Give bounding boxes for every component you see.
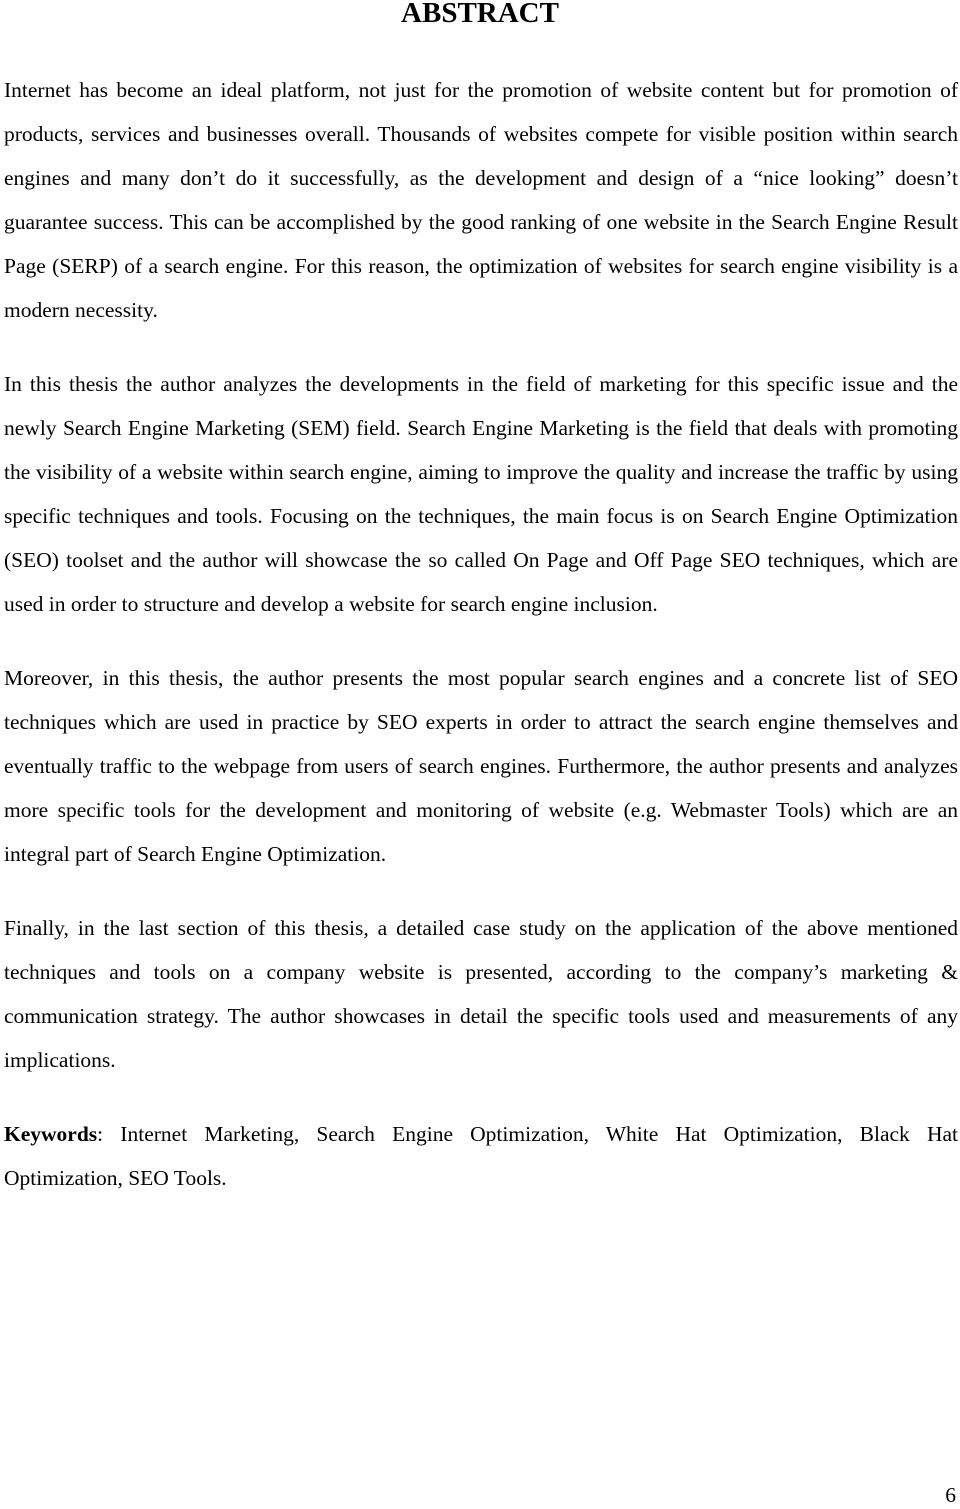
- abstract-body: [4, 68, 958, 1200]
- abstract-paragraph-3: Moreover, in this thesis, the author presents the most popular search engines and a concrete list of SEO techniques which are used in practice by SEO experts in order to attract the search engine themselves and eventually traffic to the webpage from users of search engines. Furthermore, the author presents and analyzes more specific tools for the development and monitoring of website (e.g. Webmaster Tools) which are an integral part of Search Engine Optimization.: [4, 666, 958, 866]
- abstract-title: ABSTRACT: [401, 0, 559, 29]
- abstract-paragraph-4: Finally, in the last section of this thesis, a detailed case study on the application of the above mentioned techniques and tools on a company website is presented, according to the company’s marketing & communication strategy. The author showcases in detail the specific tools used and measurements of any implications.: [4, 916, 958, 1072]
- page-number: 6: [945, 1483, 956, 1507]
- abstract-paragraph-1: Internet has become an ideal platform, not just for the promotion of website content but for promotion of products, services and businesses overall. Thousands of websites compete for visible position within search engines and many don’t do it successfully, as the development and design of a “nice looking” doesn’t guarantee success. This can be accomplished by the good ranking of one website in the Search Engine Result Page (SERP) of a search engine. For this reason, the optimization of websites for search engine visibility is a modern necessity.: [4, 78, 958, 322]
- keywords-text: : Internet Marketing, Search Engine Optimization, White Hat Optimization, Black Hat Optimization, SEO Tools.: [4, 1122, 958, 1190]
- keywords-paragraph: [4, 1112, 958, 1200]
- abstract-paragraph-2: In this thesis the author analyzes the developments in the field of marketing for this specific issue and the newly Search Engine Marketing (SEM) field. Search Engine Marketing is the field that deals with promoting the visibility of a website within search engine, aiming to improve the quality and increase the traffic by using specific techniques and tools. Focusing on the techniques, the main focus is on Search Engine Optimization (SEO) toolset and the author will showcase the so called On Page and Off Page SEO techniques, which are used in order to structure and develop a website for search engine inclusion.: [4, 372, 958, 616]
- keywords-label: Keywords: [4, 1122, 98, 1146]
